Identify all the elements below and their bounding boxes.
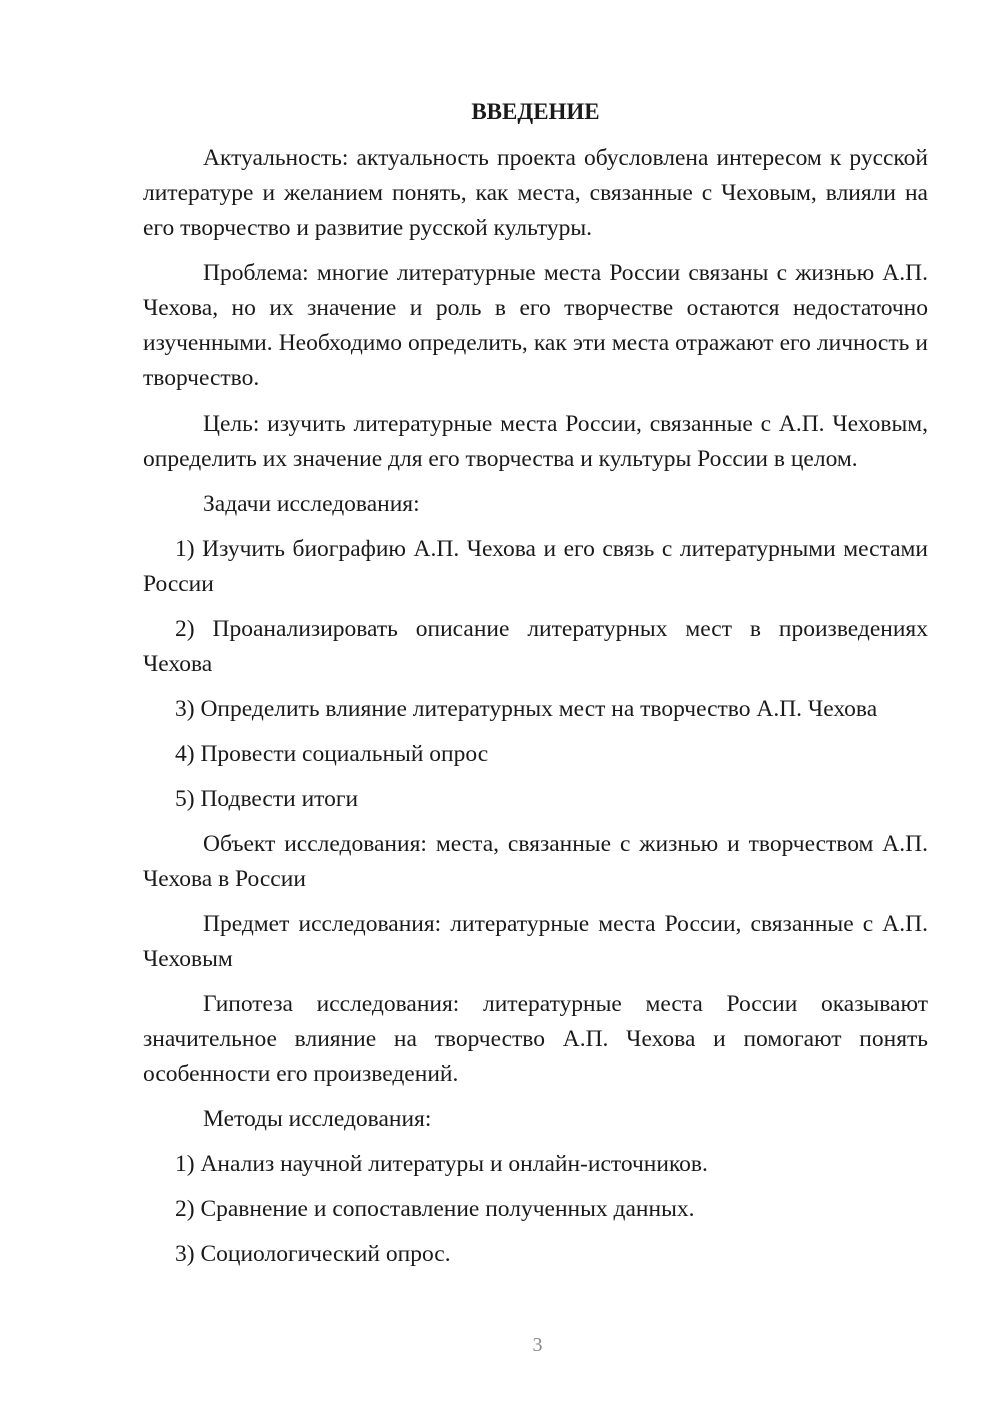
tasks-heading: Задачи исследования: <box>203 491 420 517</box>
list-item: 3) Социологический опрос. <box>175 1241 451 1267</box>
paragraph-relevance: Актуальность: актуальность проекта обусловлена интересом к русской литературе и желанием понять, как места, связанные с Чеховым, влияли на его творчество и развитие русской культуры. <box>143 145 928 241</box>
tasks-list <box>143 532 928 817</box>
list-item: 2) Проанализировать описание литературных мест в произведениях Чехова <box>143 616 928 677</box>
list-item: 5) Подвести итоги <box>175 786 359 812</box>
list-item: 1) Изучить биографию А.П. Чехова и его связь с литературными местами России <box>143 536 928 597</box>
list-item: 3) Определить влияние литературных мест на творчество А.П. Чехова <box>175 696 878 722</box>
paragraph-subject: Предмет исследования: литературные места России, связанные с А.П. Чеховым <box>143 911 928 972</box>
list-item: 2) Сравнение и сопоставление полученных данных. <box>175 1196 695 1222</box>
methods-list <box>143 1147 928 1272</box>
page-content <box>143 94 928 1282</box>
paragraph-object: Объект исследования: места, связанные с жизнью и творчеством А.П. Чехова в России <box>143 831 928 892</box>
paragraph-problem: Проблема: многие литературные места России связаны с жизнью А.П. Чехова, но их значение и роль в его творчестве остаются недостаточно изученными. Необходимо определить, как эти места отражают его личность и творчество. <box>143 260 928 391</box>
list-item: 1) Анализ научной литературы и онлайн-источников. <box>175 1151 708 1177</box>
paragraph-goal: Цель: изучить литературные места России, связанные с А.П. Чеховым, определить их значение для его творчества и культуры России в целом. <box>143 411 928 472</box>
section-title: ВВЕДЕНИЕ <box>471 99 600 124</box>
page-number: 3 <box>532 1334 543 1356</box>
methods-heading: Методы исследования: <box>203 1106 432 1132</box>
list-item: 4) Провести социальный опрос <box>175 741 489 767</box>
paragraph-hypothesis: Гипотеза исследования: литературные места России оказывают значительное влияние на творчество А.П. Чехова и помогают понять особенности его произведений. <box>143 991 928 1087</box>
